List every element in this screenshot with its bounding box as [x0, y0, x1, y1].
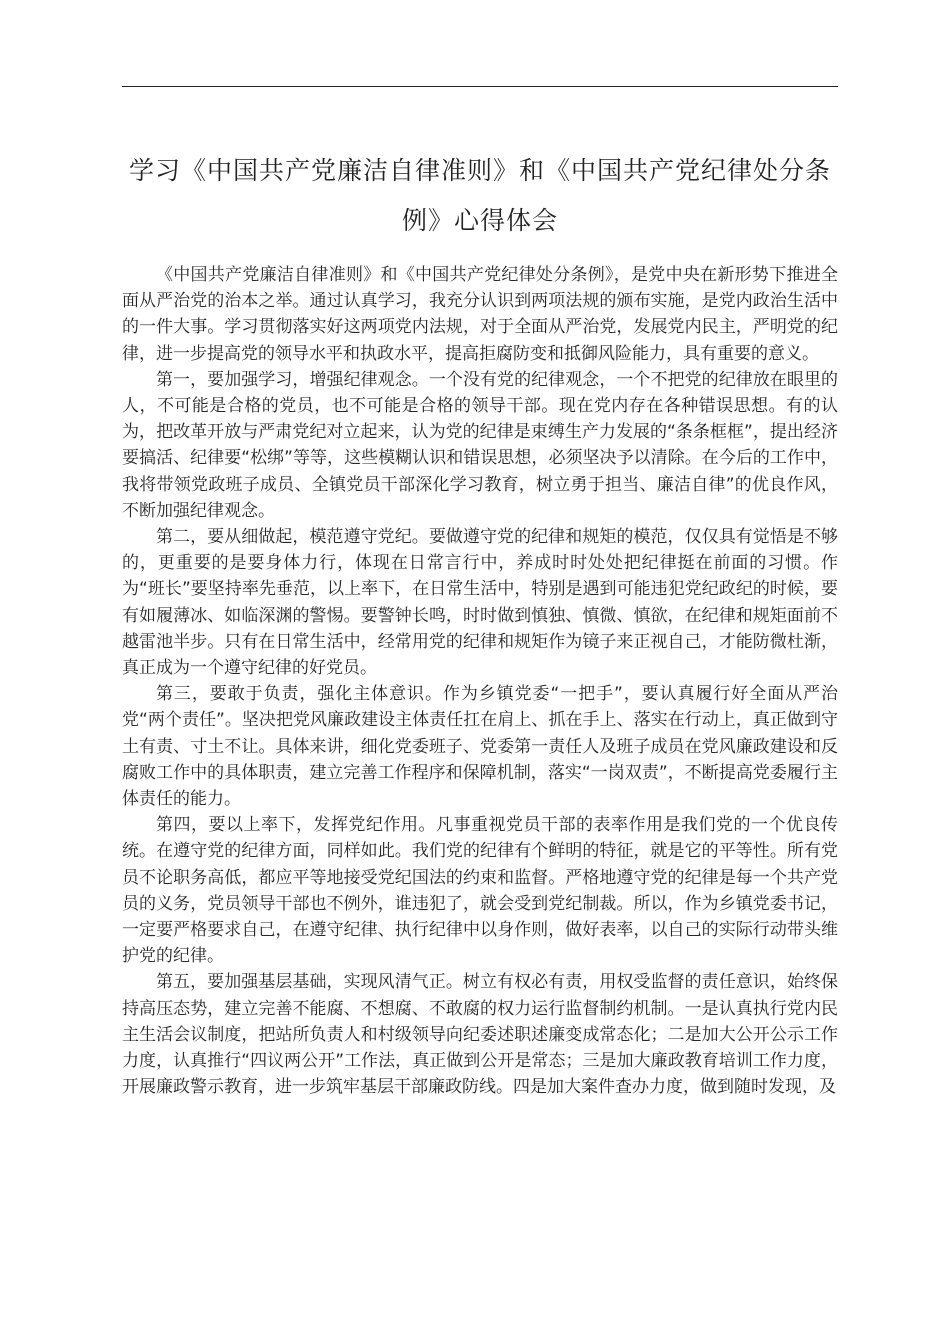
paragraph-fourth-point: 第四，要以上率下，发挥党纪作用。凡事重视党员干部的表率作用是我们党的一个优良传统。在遵守党的纪律方面，同样如此。我们党的纪律有个鲜明的特征，就是它的平等性。所有党员不论职务高低，都应平等地接受党纪国法的约束和监督。严格地遵守党的纪律是每一个共产党员的义务，党员领导干部也不例外，谁违犯了，就会受到党纪制裁。所以，作为乡镇党委书记，一定要严格要求自己，在遵守纪律、执行纪律中以身作则，做好表率，以自己的实际行动带头维护党的纪律。 — [122, 815, 838, 967]
paragraph-third-point: 第三，要敢于负责，强化主体意识。作为乡镇党委“一把手”，要认真履行好全面从严治党“两个责任”。坚决把党风廉政建设主体责任扛在肩上、抓在手上、落实在行动上，真正做到守土有责、寸土不让。具体来讲，细化党委班子、党委第一责任人及班子成员在党风廉政建设和反腐败工作中的具体职责，建立完善工作程序和保障机制，落实“一岗双责”，不断提高党委履行主体责任的能力。 — [122, 684, 838, 810]
document-title: 学习《中国共产党廉洁自律准则》和《中国共产党纪律处分条例》心得体会 — [128, 156, 831, 235]
header-rule — [122, 86, 838, 87]
document-body — [122, 262, 838, 1101]
paragraph-fifth-point: 第五，要加强基层基础，实现风清气正。树立有权必有责，用权受监督的责任意识，始终保持高压态势，建立完善不能腐、不想腐、不敢腐的权力运行监督制约机制。一是认真执行党内民主生活会议制度，把站所负责人和村级领导向纪委述职述廉变成常态化；二是加大公开公示工作力度，认真推行“四议两公开”工作法，真正做到公开是常态；三是加大廉政教育培训工作力度，开展廉政警示教育，进一步筑牢基层干部廉政防线。四是加大案件查办力度，做到随时发现，及 — [122, 972, 838, 1098]
paragraph-first-point: 第一，要加强学习，增强纪律观念。一个没有党的纪律观念，一个不把党的纪律放在眼里的人，不可能是合格的党员，也不可能是合格的领导干部。现在党内存在各种错误思想。有的认为，把改革开放与严肃党纪对立起来，认为党的纪律是束缚生产力发展的“条条框框”，提出经济要搞活、纪律要“松绑”等等，这些模糊认识和错误思想，必须坚决予以清除。在今后的工作中，我将带领党政班子成员、全镇党员干部深化学习教育，树立勇于担当、廉洁自律”的优良作风，不断加强纪律观念。 — [122, 369, 838, 521]
paragraph-second-point: 第二，要从细做起，模范遵守党纪。要做遵守党的纪律和规矩的模范，仅仅具有觉悟是不够的，更重要的是要身体力行，体现在日常言行中，养成时时处处把纪律挺在前面的习惯。作为“班长”要坚持率先垂范，以上率下，在日常生活中，特别是遇到可能违犯党纪政纪的时候，要有如履薄冰、如临深渊的警惕。要警钟长鸣，时时做到慎独、慎微、慎欲，在纪律和规矩面前不越雷池半步。只有在日常生活中，经常用党的纪律和规矩作为镜子来正视自己，才能防微杜渐，真正成为一个遵守纪律的好党员。 — [122, 527, 838, 679]
paragraph-intro: 《中国共产党廉洁自律准则》和《中国共产党纪律处分条例》，是党中央在新形势下推进全面从严治党的治本之举。通过认真学习，我充分认识到两项法规的颁布实施，是党内政治生活中的一件大事。学习贯彻落实好这两项党内法规，对于全面从严治党，发展党内民主，严明党的纪律，进一步提高党的领导水平和执政水平，提高拒腐防变和抵御风险能力，具有重要的意义。 — [122, 265, 838, 364]
